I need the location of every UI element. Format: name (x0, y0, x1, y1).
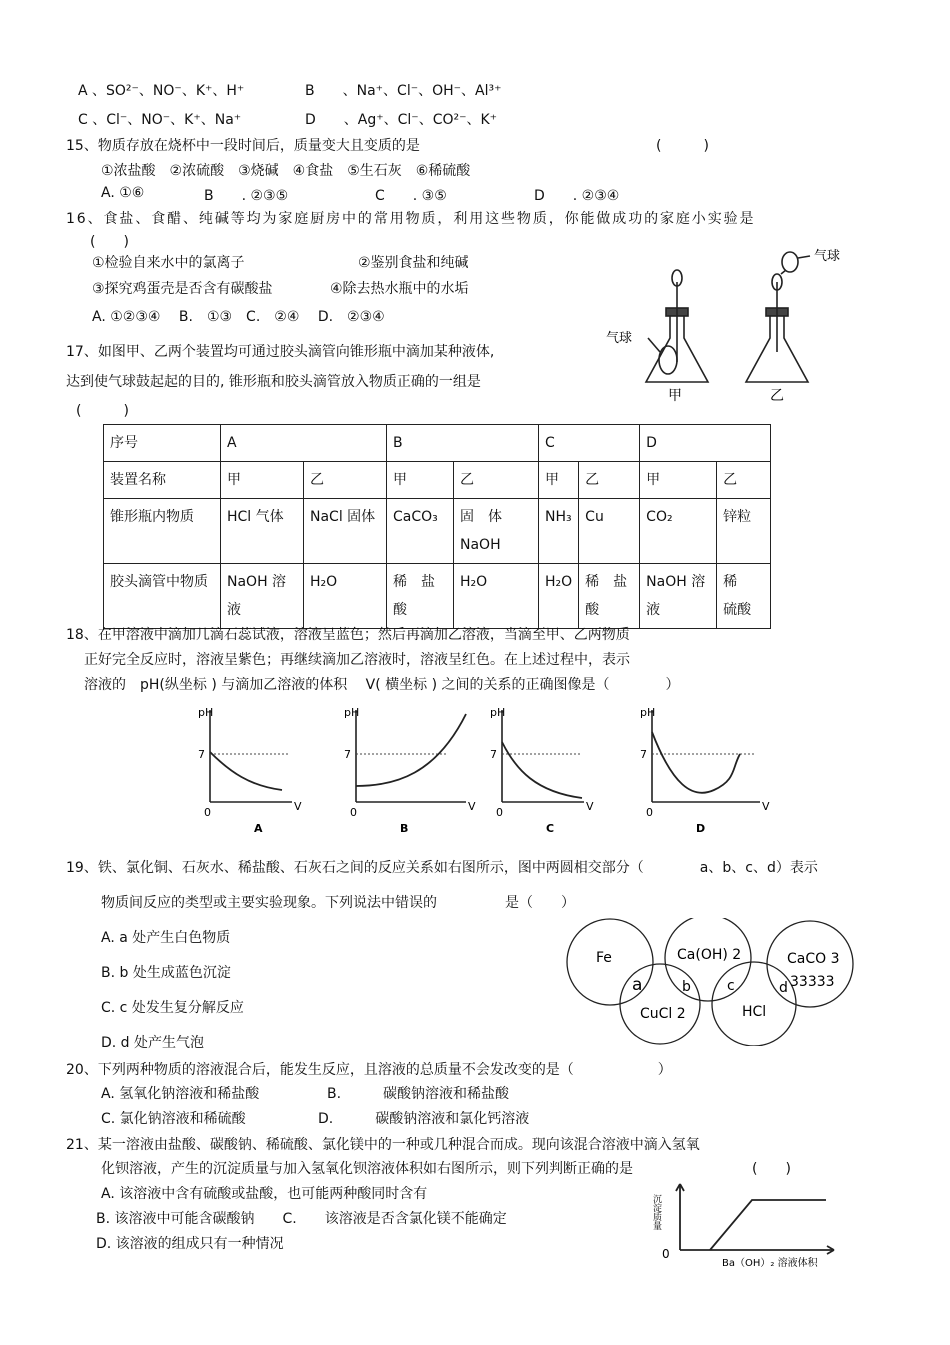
v-label: V (294, 800, 302, 813)
table-cell: H₂O (454, 564, 539, 629)
ph-graph-c (490, 706, 594, 835)
precipitate-curve (710, 1200, 826, 1250)
graph-letter: B (400, 822, 409, 835)
q21-option-a: A. 该溶液中含有硫酸或盐酸，也可能两种酸同时含有 (101, 1186, 428, 1202)
q14-option-d: D 、Ag⁺、Cl⁻、CO²⁻、K⁺ (305, 112, 498, 128)
ph-graphs (190, 704, 770, 840)
q19-line-2b: 是（ ） (505, 895, 575, 911)
table-cell: 锌粒 (717, 499, 771, 564)
table-cell: 乙 (304, 462, 387, 499)
label-balloon-jia: 气球 (606, 331, 633, 346)
seven-label: 7 (640, 748, 647, 761)
zero-label: 0 (496, 806, 503, 819)
ph-graph-a (198, 706, 302, 835)
table-cell: B (387, 425, 539, 462)
table-cell: 乙 (579, 462, 640, 499)
q21-line-1: 21、某一溶液由盐酸、碳酸钠、稀硫酸、氯化镁中的一种或几种混合而成。现向该混合溶液中滴入氢氧 (66, 1137, 700, 1153)
label-b: b (682, 979, 691, 995)
graph-xlabel: Ba（OH）₂ 溶液体积 (722, 1258, 818, 1269)
label-d: d (779, 980, 788, 996)
table-row (104, 564, 771, 629)
q19-option-b: B. b 处生成蓝色沉淀 (101, 965, 231, 981)
q17-paren: ( ) (76, 403, 129, 419)
table-cell: 稀 盐酸 (579, 564, 640, 629)
table-cell: 乙 (717, 462, 771, 499)
q20-stem: 20、下列两种物质的溶液混合后，能发生反应，且溶液的总质量不会发改变的是（ ） (66, 1062, 672, 1078)
table-cell: 甲 (221, 462, 304, 499)
zero-label: 0 (350, 806, 357, 819)
q16-paren: ( ) (90, 234, 129, 250)
table-row (104, 462, 771, 499)
table-cell: 固 体 NaOH (454, 499, 539, 564)
table-cell: D (640, 425, 771, 462)
table-cell: 乙 (454, 462, 539, 499)
label-yi: 乙 (770, 388, 784, 402)
seven-label: 7 (344, 748, 351, 761)
table-cell: 稀 硫酸 (717, 564, 771, 629)
q16-item-3: ③探究鸡蛋壳是否含有碳酸盐 (92, 281, 273, 297)
zero-label: 0 (204, 806, 211, 819)
ph-graph-b (344, 706, 476, 835)
q21-line-2: 化钡溶液，产生的沉淀质量与加入氢氧化钡溶液体积如右图所示，则下列判断正确的是 (101, 1161, 633, 1177)
q14-option-c: C 、Cl⁻、NO⁻、K⁺、Na⁺ (78, 112, 242, 128)
q21-option-bc: B. 该溶液中可能含碳酸钠 C. 该溶液是否含氯化镁不能确定 (96, 1211, 507, 1227)
q15-paren: ( ) (656, 138, 709, 154)
table-cell: 序号 (104, 425, 221, 462)
flask-figure (598, 242, 868, 402)
label-balloon-yi: 气球 (814, 249, 841, 264)
label-hcl: HCl (742, 1004, 767, 1020)
ph-curve (210, 752, 282, 790)
table-cell: H₂O (539, 564, 579, 629)
table-cell: 甲 (640, 462, 717, 499)
table-cell: 甲 (539, 462, 579, 499)
table-cell: CO₂ (640, 499, 717, 564)
graph-ylabel: 沉淀质量 (651, 1194, 661, 1230)
precipitate-graph (648, 1178, 848, 1270)
table-cell: 装置名称 (104, 462, 221, 499)
graph-letter: A (254, 822, 263, 835)
seven-label: 7 (490, 748, 497, 761)
ph-label: pH (490, 706, 506, 719)
q19-option-c: C. c 处发生复分解反应 (101, 1000, 244, 1016)
table-cell: A (221, 425, 387, 462)
q19-option-d: D. d 处产生气泡 (101, 1035, 205, 1051)
ph-graph-d (640, 706, 770, 835)
q17-table (103, 424, 771, 629)
graph-zero: 0 (662, 1247, 670, 1261)
ph-curve (652, 732, 740, 793)
q16-item-2: ②鉴别食盐和纯碱 (358, 255, 469, 271)
table-cell: NaCl 固体 (304, 499, 387, 564)
q21-paren: ( ) (752, 1161, 791, 1177)
ph-label: pH (198, 706, 214, 719)
table-cell: 稀 盐酸 (387, 564, 454, 629)
q19-option-a: A. a 处产生白色物质 (101, 930, 231, 946)
table-cell: 胶头滴管中物质 (104, 564, 221, 629)
v-label: V (468, 800, 476, 813)
label-caoh2: Ca(OH) 2 (677, 947, 742, 963)
q18-line-1: 18、在甲溶液中滴加几滴石蕊试液，溶液呈蓝色；然后再滴加乙溶液，当滴至甲、乙两物质 (66, 627, 630, 643)
table-row (104, 499, 771, 564)
table-cell: 甲 (387, 462, 454, 499)
label-jia: 甲 (668, 388, 682, 402)
label-fe: Fe (596, 950, 612, 966)
q16-item-1: ①检验自来水中的氯离子 (92, 255, 245, 271)
table-cell: NaOH 溶液 (640, 564, 717, 629)
q20-option-c: C. 氯化钠溶液和稀硫酸 (101, 1111, 246, 1127)
ph-curve (502, 742, 582, 798)
q20-option-a: A. 氢氧化钠溶液和稀盐酸 (101, 1086, 260, 1102)
q21-option-d: D. 该溶液的组成只有一种情况 (96, 1236, 284, 1252)
q15-option-d: D . ②③④ (534, 188, 620, 204)
ph-label: pH (344, 706, 360, 719)
q15-option-c: C . ③⑤ (375, 188, 447, 204)
label-extra: 33333 (790, 974, 835, 990)
q14-option-a: A 、SO²⁻、NO⁻、K⁺、H⁺ (78, 83, 245, 99)
flask-yi (746, 252, 810, 382)
q17-line-2: 达到使气球鼓起起的目的, 锥形瓶和胶头滴管放入物质正确的一组是 (66, 374, 481, 390)
table-cell: 锥形瓶内物质 (104, 499, 221, 564)
q15-stem: 15、物质存放在烧杯中一段时间后，质量变大且变质的是 (66, 138, 420, 154)
q20-option-d: D. 碳酸钠溶液和氯化钙溶液 (318, 1111, 530, 1127)
ph-label: pH (640, 706, 656, 719)
q20-option-b: B. 碳酸钠溶液和稀盐酸 (327, 1086, 510, 1102)
label-caco3: CaCO 3 (787, 951, 840, 967)
table-cell: HCl 气体 (221, 499, 304, 564)
graph-letter: D (696, 822, 706, 835)
q16-options: A. ①②③④ B. ①③ C. ②④ D. ②③④ (92, 309, 385, 325)
table-row (104, 425, 771, 462)
v-label: V (586, 800, 594, 813)
table-cell: CaCO₃ (387, 499, 454, 564)
label-cucl2: CuCl 2 (640, 1006, 686, 1022)
ph-curve (356, 714, 466, 786)
q15-option-a: A. ①⑥ (101, 185, 145, 201)
graph-letter: C (546, 822, 555, 835)
q17-line-1: 17、如图甲、乙两个装置均可通过胶头滴管向锥形瓶中滴加某种液体, (66, 344, 495, 360)
table-cell: H₂O (304, 564, 387, 629)
q15-items: ①浓盐酸 ②浓硫酸 ③烧碱 ④食盐 ⑤生石灰 ⑥稀硫酸 (101, 163, 471, 179)
q16-stem: 16、食盐、食醋、纯碱等均为家庭厨房中的常用物质，利用这些物质，你能做成功的家庭小实验是 (66, 211, 756, 227)
q19-line-1: 19、铁、氯化铜、石灰水、稀盐酸、石灰石之间的反应关系如右图所示，图中两圆相交部分（ a、b、c、d）表示 (66, 860, 818, 876)
table-cell: Cu (579, 499, 640, 564)
table-cell: C (539, 425, 640, 462)
q18-line-2: 正好完全反应时，溶液呈紫色；再继续滴加乙溶液时，溶液呈红色。在上述过程中，表示 (84, 652, 630, 668)
table-cell: NH₃ (539, 499, 579, 564)
reaction-circles (560, 918, 860, 1046)
q15-option-b: B . ②③⑤ (204, 188, 289, 204)
zero-label: 0 (646, 806, 653, 819)
q19-line-2a: 物质间反应的类型或主要实验现象。下列说法中错误的 (101, 895, 437, 911)
table-cell: NaOH 溶液 (221, 564, 304, 629)
label-c: c (727, 978, 735, 994)
label-a: a (632, 975, 643, 995)
q14-option-b: B 、Na⁺、Cl⁻、OH⁻、Al³⁺ (305, 83, 502, 99)
flask-jia (646, 270, 708, 382)
seven-label: 7 (198, 748, 205, 761)
v-label: V (762, 800, 770, 813)
q18-line-3: 溶液的 pH(纵坐标 ) 与滴加乙溶液的体积 V( 横坐标 ) 之间的关系的正确图像是（ ） (84, 677, 680, 693)
q16-item-4: ④除去热水瓶中的水垢 (330, 281, 469, 297)
